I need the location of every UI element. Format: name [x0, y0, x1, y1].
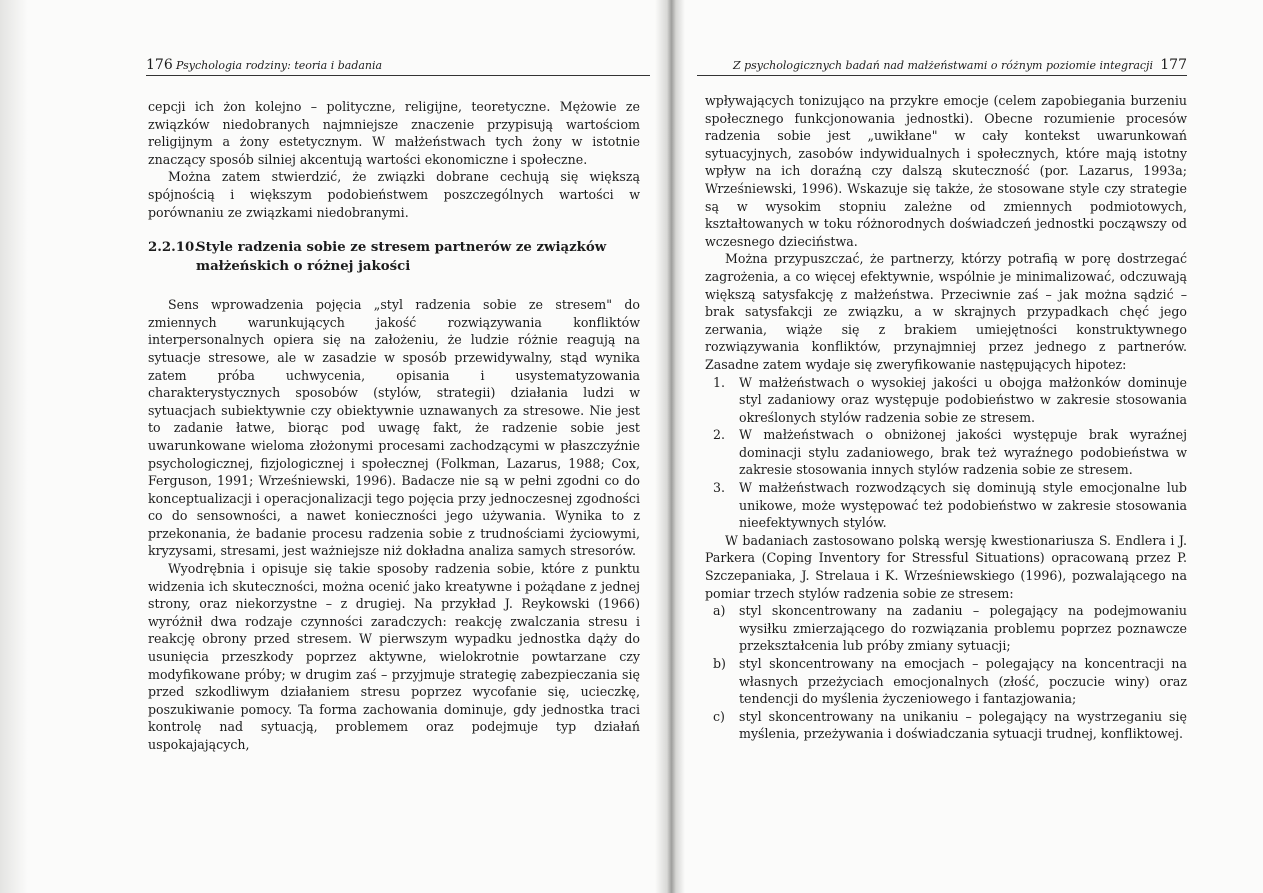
section-heading-line-2: małżeńskich o różnej jakości	[196, 259, 411, 275]
hypothesis-text: W małżeństwach o obniżonej jakości występuje brak wyraźnej dominacji stylu zadaniowego, brak też wyraźnego podobieństwa w zakresie stosowania innych stylów radzenia sobie ze stresem.	[739, 427, 1187, 478]
book-gutter	[655, 0, 685, 893]
right-paragraph-3: W badaniach zastosowano polską wersję kwestionariusza S. Endlera i J. Parkera (Coping Inventory for Stressful Situations) opracowaną przez P. Szczepaniaka, J. Strelaua i K. Wrześniewskiego (1996), pozwalającego na pomiar trzech stylów radzenia sobie ze stresem:	[705, 532, 1187, 601]
left-paragraph-2: Można zatem stwierdzić, że związki dobrane cechują się większą spójnością i większym podobieństwem poszczególnych wartości w porównaniu ze związkami niedobranymi.	[148, 169, 640, 220]
coping-style-text: styl skoncentrowany na emocjach – polegający na koncentracji na własnych przeżyciach emocjonalnych (złość, poczucie winy) oraz tendencji do myślenia życzeniowego i fantazjowania;	[739, 656, 1187, 707]
hypothesis-marker: 3.	[713, 480, 726, 496]
hypothesis-text: W małżeństwach o wysokiej jakości u obojga małżonków dominuje styl zadaniowy oraz występuje podobieństwo w zakresie stosowania określonych stylów radzenia sobie ze stresem.	[739, 374, 1187, 425]
coping-style-item	[713, 708, 1187, 743]
left-body-text	[148, 98, 640, 754]
right-paragraph-1: wpływających tonizująco na przykre emocje (celem zapobiegania burzeniu społecznego funkcjonowania jednostki). Obecne rozumienie procesów radzenia sobie jest „uwikłane" w cały kontekst uwarunkowań sytuacyjnych, zasobów indywidualnych i społecznych, które mają istotny wpływ na ich doraźną czy dalszą skuteczność (por. Lazarus, 1993a; Wrześniewski, 1996). Wskazuje się także, że stosowane style czy strategie są w wysokim stopniu zależne od zmiennych podmiotowych, kształtowanych w toku różnorodnych doświadczeń jednostki począwszy od wczesnego dzieciństwa.	[705, 93, 1187, 249]
right-paragraph-2: Można przypuszczać, że partnerzy, którzy potrafią w porę dostrzegać zagrożenia, a co więcej efektywnie, wspólnie je minimalizować, odczuwają większą satysfakcję z małżeństwa. Przeciwnie zaś – jak można sądzić – brak satysfakcji ze związku, a w skrajnych przypadkach chęć jego zerwania, wiąże się z brakiem umiejętności konstruktywnego rozwiązywania konfliktów, przynajmniej przez jednego z partnerów. Zasadne zatem wydaje się zweryfikowanie następujących hipotez:	[705, 251, 1187, 372]
coping-styles-list	[705, 602, 1187, 743]
coping-style-item	[713, 655, 1187, 708]
left-page-number: 176	[146, 57, 173, 73]
hypothesis-item	[713, 479, 1187, 532]
coping-style-marker: c)	[713, 708, 725, 724]
left-paragraph-3: Sens wprowadzenia pojęcia „styl radzenia sobie ze stresem" do zmiennych warunkujących jakość rozwiązywania konfliktów interpersonalnych opiera się na założeniu, że ludzie różnie reagują na sytuacje stresowe, ale w zasadzie w sposób przewidywalny, stąd wynika zatem próba uchwycenia, opisania i usystematyzowania charakterystycznych sposobów (stylów, strategii) działania ludzi w sytuacjach subiektywnie czy obiektywnie uznawanych za stresowe. Nie jest to zadanie łatwe, biorąc pod uwagę fakt, że radzenie sobie jest uwarunkowane wieloma złożonymi procesami zachodzącymi w płaszczyźnie psychologicznej, fizjologicznej i społecznej (Folkman, Lazarus, 1988; Cox, Ferguson, 1991; Wrześniewski, 1996). Badacze nie są w pełni zgodni co do konceptualizacji i operacjonalizacji tego pojęcia przy jednoczesnej zgodności co do sensowności, a nawet konieczności jego używania. Wynika to z przekonania, że badanie procesu radzenia sobie z trudnościami życiowymi, kryzysami, stresami, jest ważniejsze niż dokładna analiza samych stresorów.	[148, 297, 640, 559]
hypothesis-item	[713, 374, 1187, 427]
left-running-title: Psychologia rodziny: teoria i badania	[176, 59, 383, 72]
coping-style-marker: a)	[713, 603, 726, 619]
section-heading	[148, 238, 640, 276]
coping-style-text: styl skoncentrowany na zadaniu – polegający na podejmowaniu wysiłku zmierzającego do rozwiązania problemu poprzez poznawcze przekształcenia lub próby zmiany sytuacji;	[739, 603, 1187, 654]
section-heading-number: 2.2.10.	[148, 240, 199, 256]
hypothesis-item	[713, 426, 1187, 479]
left-running-head	[146, 57, 650, 76]
coping-style-text: styl skoncentrowany na unikaniu – polegający na wystrzeganiu się myślenia, przeżywania i doświadczania sytuacji trudnej, konfliktowej.	[739, 708, 1187, 742]
hypothesis-marker: 1.	[713, 374, 726, 390]
right-page	[697, 0, 1187, 893]
coping-style-marker: b)	[713, 656, 726, 671]
coping-style-item	[713, 602, 1187, 655]
right-running-head	[697, 57, 1187, 76]
left-page-edge	[0, 0, 28, 893]
right-page-number: 177	[1160, 57, 1187, 73]
hypothesis-marker: 2.	[713, 427, 726, 443]
left-paragraph-1: cepcji ich żon kolejno – polityczne, religijne, teoretyczne. Mężowie ze związków niedobranych najmniejsze znaczenie przypisują wartościom religijnym a żony estetycznym. W małżeństwach tych żony w istotnie znaczący sposób silniej akcentują wartości ekonomiczne i społeczne.	[148, 99, 640, 167]
left-page	[130, 0, 650, 893]
hypothesis-text: W małżeństwach rozwodzących się dominują style emocjonalne lub unikowe, może występować też podobieństwo w zakresie stosowania nieefektywnych stylów.	[739, 480, 1187, 531]
left-paragraph-4: Wyodrębnia i opisuje się takie sposoby radzenia sobie, które z punktu widzenia ich skuteczności, można ocenić jako kreatywne i pożądane z jednej strony, oraz niekorzystne – z drugiej. Na przykład J. Reykowski (1966) wyróżnił dwa rodzaje czynności zaradczych: reakcję zwalczania stresu i reakcję obrony przed stresem. W pierwszym wypadku jednostka dąży do usunięcia przeszkody poprzez aktywne, wielokrotnie powtarzane czy modyfikowane próby; w drugim zaś – przyjmuje strategię zabezpieczania się przed szkodliwym działaniem stresu poprzez wycofanie się, ucieczkę, poszukiwanie pomocy. Ta forma zachowania dominuje, gdy jednostka traci kontrolę nad sytuacją, problemem oraz podejmuje typ działań uspokajających,	[148, 561, 640, 752]
hypotheses-list	[705, 374, 1187, 532]
right-body-text	[705, 92, 1187, 743]
section-heading-line-1: Style radzenia sobie ze stresem partnerów ze związków	[196, 240, 607, 256]
right-running-title: Z psychologicznych badań nad małżeństwami o różnym poziomie integracji	[732, 59, 1153, 72]
